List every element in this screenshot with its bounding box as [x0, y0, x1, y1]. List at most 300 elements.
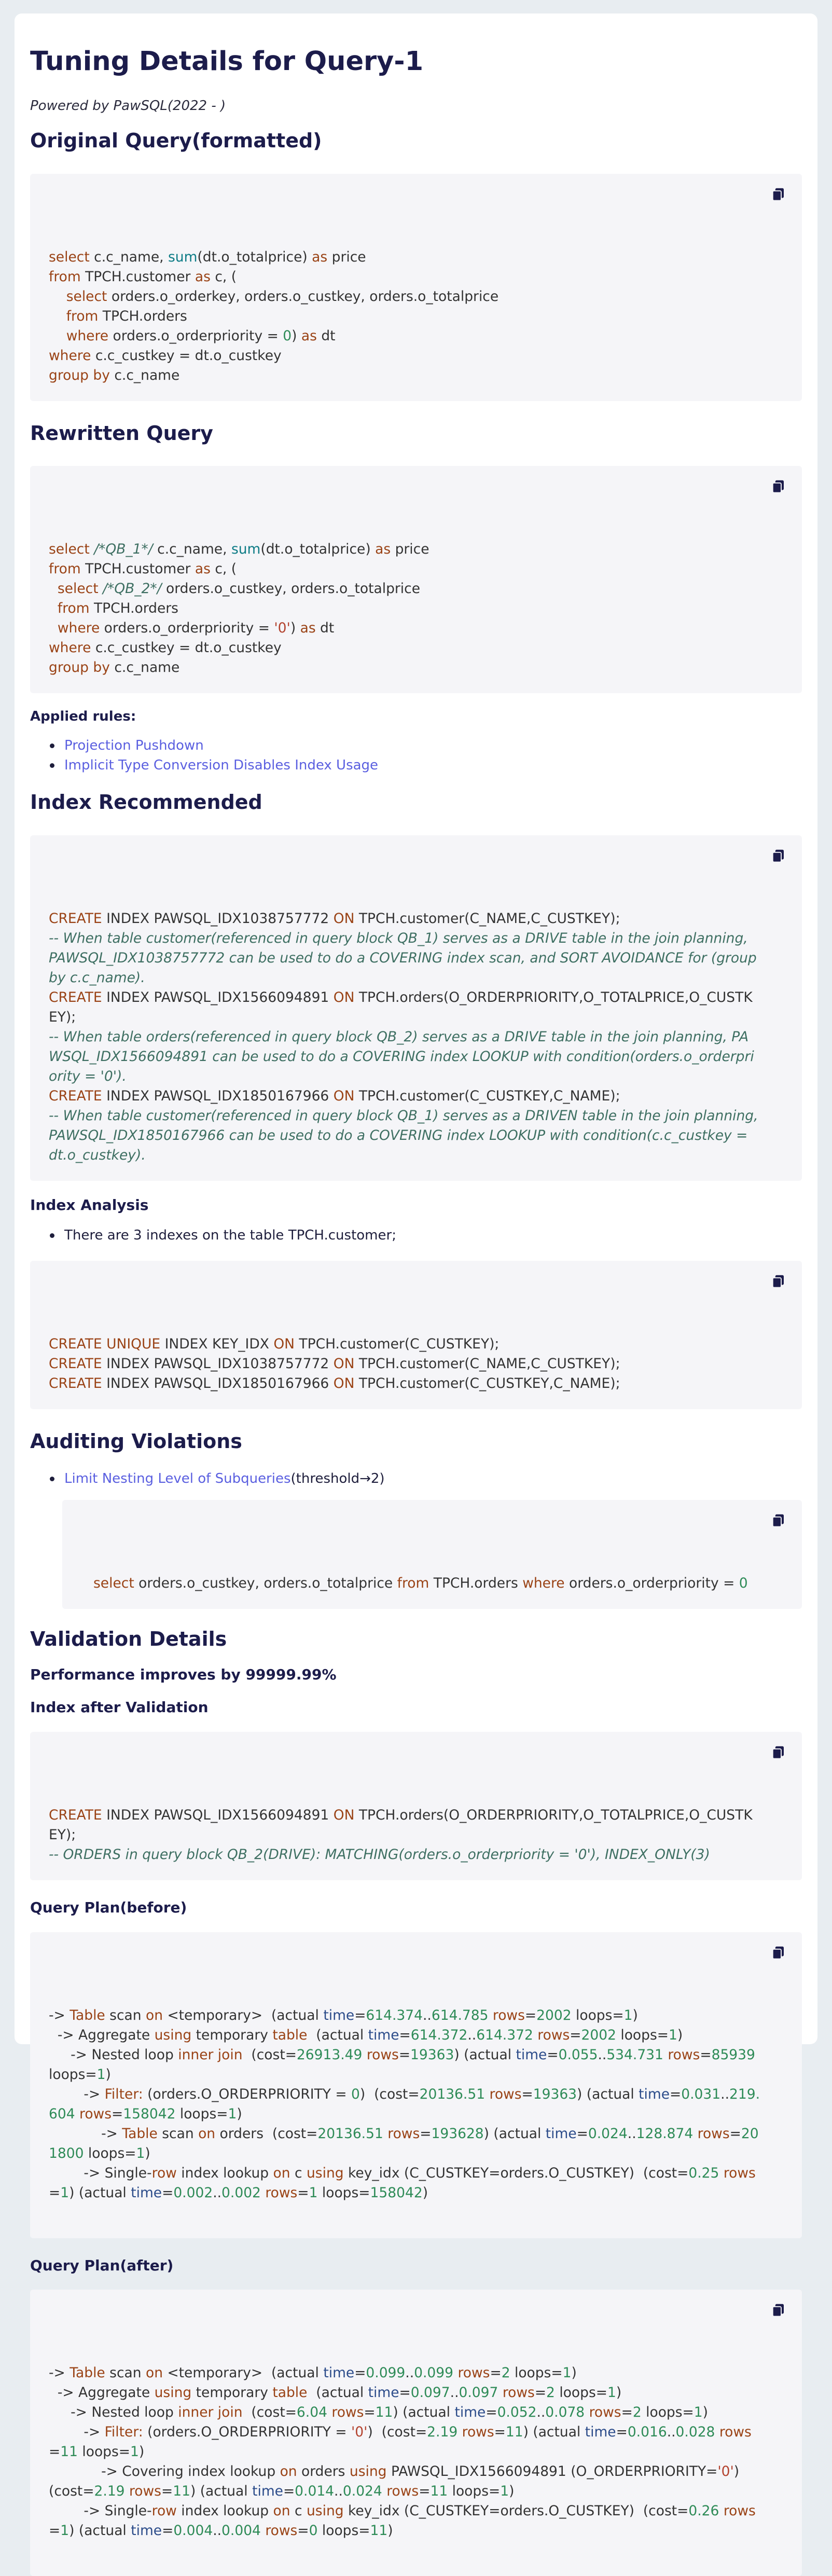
code-text: c.c_name,	[152, 541, 231, 558]
code-text: scan	[157, 2125, 199, 2142]
code-keyword: where	[57, 620, 100, 637]
code-text: =	[700, 2046, 712, 2063]
code-number: 0.024	[342, 2483, 382, 2500]
code-text	[49, 620, 58, 636]
code-number: 2.19	[427, 2424, 458, 2441]
code-text: =	[729, 2125, 741, 2142]
code-text: =	[534, 2385, 547, 2401]
code-text: TPCH.orders(O_ORDERPRIORITY,O_TOTALPRICE,O_CUSTKEY);	[49, 989, 753, 1025]
violation-link[interactable]: Limit Nesting Level of Subqueries	[64, 1471, 291, 1487]
code-line	[49, 579, 760, 599]
code-text: loops=	[317, 2184, 370, 2201]
code-text: price	[391, 541, 429, 558]
code-text: INDEX PAWSQL_IDX1850167966	[102, 1375, 334, 1392]
code-keyword: as	[312, 249, 328, 265]
code-text: =	[576, 2125, 588, 2142]
code-text: =	[297, 2184, 309, 2201]
applied-rules-list	[48, 736, 802, 775]
code-line	[49, 599, 760, 618]
code-keyword: as	[195, 268, 211, 285]
code-text	[383, 2126, 387, 2142]
code-text	[49, 308, 66, 324]
code-field: time	[131, 2184, 162, 2201]
code-string: '0'	[717, 2463, 734, 2480]
code-number: 193628	[431, 2125, 484, 2142]
code-text	[49, 600, 58, 616]
code-text: )	[290, 620, 300, 637]
code-block-index-after	[30, 1732, 802, 1880]
violation-threshold: (threshold→2)	[290, 1471, 385, 1487]
copy-icon[interactable]	[771, 478, 786, 494]
code-number: 1	[562, 2365, 572, 2381]
code-text	[327, 2404, 331, 2420]
code-text: =	[162, 2184, 174, 2201]
code-text: -> Aggregate	[49, 2385, 155, 2401]
rule-link[interactable]: Implicit Type Conversion Disables Index Usage	[64, 757, 379, 774]
code-text: =	[364, 2404, 376, 2421]
code-line	[49, 988, 760, 1027]
code-text: TPCH.customer(C_CUSTKEY);	[295, 1335, 500, 1352]
code-number: 0.097	[459, 2385, 498, 2401]
code-number: 158042	[370, 2184, 423, 2201]
code-keyword: select	[93, 1575, 134, 1592]
copy-icon[interactable]	[771, 2302, 786, 2318]
code-line	[49, 1334, 760, 1354]
code-text: ->	[49, 2424, 105, 2441]
copy-icon[interactable]	[771, 1945, 786, 1960]
code-text: TPCH.orders	[98, 308, 187, 324]
code-keyword: CREATE	[49, 1355, 102, 1372]
code-line	[49, 2203, 760, 2223]
performance-summary: Performance improves by 99999.99%	[30, 1665, 337, 1683]
code-text: loops=	[317, 2523, 370, 2539]
code-text: ..	[334, 2483, 343, 2500]
code-text: -> Single-	[49, 2165, 152, 2181]
code-text: (dt.o_totalprice)	[260, 541, 376, 558]
code-field: time	[585, 2424, 616, 2441]
code-number: 0.099	[414, 2365, 454, 2381]
code-text: (orders.O_ORDERPRIORITY =	[143, 2424, 352, 2441]
code-text: TPCH.orders(O_ORDERPRIORITY,O_TOTALPRICE,O_CUSTKEY);	[49, 1807, 753, 1843]
code-text: ) (actual	[577, 2086, 639, 2102]
code-keyword: ON	[333, 910, 355, 927]
code-line	[49, 1106, 760, 1165]
code-line	[49, 2363, 760, 2383]
code-keyword: rows	[366, 2046, 399, 2063]
code-text: )	[509, 2483, 515, 2500]
list-item: There are 3 indexes on the table TPCH.customer;	[48, 1225, 802, 1245]
code-keyword: rows	[457, 2365, 490, 2381]
code-line	[93, 1574, 760, 1593]
code-keyword: Table	[70, 2365, 105, 2381]
code-field: time	[252, 2483, 283, 2500]
code-block-plan-after	[30, 2290, 802, 2576]
code-text	[49, 328, 66, 344]
code-text: TPCH.customer(C_NAME,C_CUSTKEY);	[354, 910, 620, 927]
code-number: 0.055	[558, 2046, 598, 2063]
code-text: =	[399, 2385, 411, 2401]
code-text: c.c_custkey = dt.o_custkey	[91, 347, 282, 364]
code-number: 0.031	[681, 2086, 721, 2102]
code-keyword: ON	[333, 1087, 355, 1104]
code-keyword: rows	[723, 2165, 756, 2181]
code-number: 614.372	[476, 2027, 533, 2043]
code-text: =	[161, 2483, 173, 2500]
code-text: dt	[316, 327, 336, 344]
code-text: =	[49, 2523, 61, 2539]
code-text: =	[419, 2483, 431, 2500]
code-text: ) (actual	[454, 2046, 516, 2063]
code-number: 85939	[711, 2046, 755, 2063]
code-keyword: rows	[331, 2404, 364, 2421]
code-keyword: select	[66, 288, 107, 305]
code-text: index lookup	[176, 2503, 273, 2519]
section-index-recommended: Index Recommended	[30, 791, 262, 814]
code-text: ..	[405, 2365, 414, 2381]
code-text: =	[524, 2007, 537, 2023]
code-text	[498, 2385, 502, 2401]
code-text: )	[237, 2105, 242, 2122]
code-keyword: group by	[49, 659, 110, 676]
code-text: ..	[536, 2404, 546, 2421]
code-string: '0'	[274, 620, 290, 637]
list-item	[48, 1469, 802, 1489]
code-line	[49, 2541, 760, 2560]
code-text: orders.o_orderpriority =	[108, 327, 283, 344]
code-number: 1	[60, 2523, 70, 2539]
code-line	[49, 2462, 760, 2501]
code-text	[719, 2503, 723, 2519]
section-plan-before: Query Plan(before)	[30, 1898, 187, 1916]
code-keyword: ON	[333, 1375, 355, 1392]
code-keyword: where	[49, 640, 91, 656]
code-text: ) (actual	[190, 2483, 253, 2500]
code-number: 1	[130, 2444, 139, 2460]
code-text: key_idx (C_CUSTKEY=orders.O_CUSTKEY) (cost=	[343, 2165, 689, 2181]
code-text: INDEX PAWSQL_IDX1566094891	[102, 989, 334, 1005]
code-line	[49, 287, 760, 307]
code-text: )	[702, 2404, 708, 2421]
code-text: key_idx (C_CUSTKEY=orders.O_CUSTKEY) (cost=	[343, 2503, 689, 2519]
code-number: 2	[501, 2365, 510, 2381]
code-text: TPCH.customer	[80, 561, 195, 577]
code-text: )	[292, 327, 301, 344]
code-line	[49, 1806, 760, 1845]
code-text	[49, 288, 66, 305]
code-keyword: rows	[265, 2523, 298, 2539]
code-number: 2	[632, 2404, 642, 2421]
copy-icon[interactable]	[771, 1512, 786, 1528]
code-number: 11	[430, 2483, 448, 2500]
code-field: time	[323, 2365, 355, 2381]
code-keyword: as	[375, 541, 391, 558]
code-text: (cost=	[242, 2404, 297, 2421]
code-keyword: table	[272, 2027, 308, 2043]
code-text: (dt.o_totalprice)	[197, 249, 312, 265]
code-comment: -- When table customer(referenced in query block QB_1) serves as a DRIVEN table in the join planning, PAWSQL_IDX1850167966 can be used to do a COVERING index LOOKUP with condition(c.c_custkey = dt.o_custkey).	[49, 1107, 762, 1163]
code-text: loops=	[641, 2404, 694, 2421]
code-keyword: from	[49, 561, 81, 577]
copy-icon[interactable]	[771, 1273, 786, 1289]
code-number: 0.099	[366, 2365, 406, 2381]
copy-icon[interactable]	[771, 848, 786, 863]
code-keyword: from	[49, 268, 81, 285]
code-line	[49, 2026, 760, 2045]
code-text: TPCH.customer(C_CUSTKEY,C_NAME);	[354, 1087, 620, 1104]
code-field: time	[545, 2125, 577, 2142]
code-text: -> Aggregate	[49, 2027, 155, 2043]
code-line	[49, 2124, 760, 2164]
code-text: loops=	[84, 2145, 136, 2161]
code-number: 19363	[410, 2046, 454, 2063]
copy-icon[interactable]	[771, 1744, 786, 1760]
code-text: )	[387, 2523, 393, 2539]
code-text	[125, 2483, 129, 2499]
code-keyword: ON	[333, 989, 355, 1005]
code-comment: /*QB_2*/	[103, 581, 162, 597]
section-index-after-validation: Index after Validation	[30, 1699, 209, 1716]
code-keyword: CREATE	[49, 1375, 102, 1392]
code-text: )	[145, 2145, 150, 2161]
code-text: =	[49, 2184, 61, 2201]
code-keyword: CREATE	[49, 1087, 102, 1104]
code-keyword: on	[280, 2463, 297, 2480]
code-number: 0.078	[545, 2404, 585, 2421]
code-number: 219.604	[49, 2086, 760, 2122]
code-keyword: rows	[502, 2385, 535, 2401]
code-line	[49, 638, 760, 658]
code-number: 0.028	[675, 2424, 715, 2441]
code-function: sum	[168, 249, 198, 265]
copy-icon[interactable]	[771, 186, 786, 202]
code-number: 0.014	[295, 2483, 335, 2500]
code-block-plan-before	[30, 1932, 802, 2238]
code-string: '0'	[351, 2424, 368, 2441]
code-text: =	[521, 2086, 533, 2102]
code-keyword: from	[397, 1575, 429, 1592]
code-number: 0	[351, 2086, 360, 2102]
code-keyword: rows	[697, 2125, 730, 2142]
code-number: 0.016	[627, 2424, 667, 2441]
code-text: c.c_name	[109, 659, 180, 676]
page-title: Tuning Details for Query-1	[30, 46, 424, 77]
code-text: =	[621, 2404, 633, 2421]
code-keyword: ON	[333, 1807, 355, 1823]
code-number: 158042	[123, 2105, 176, 2122]
code-number: 0.002	[221, 2184, 261, 2201]
code-comment: -- ORDERS in query block QB_2(DRIVE): MATCHING(orders.o_orderpriority = '0'), INDEX_ONLY(3)	[49, 1846, 710, 1863]
code-line	[49, 307, 760, 326]
code-number: 614.785	[431, 2007, 489, 2023]
code-text: loops=	[49, 2046, 760, 2083]
code-number: 0	[283, 327, 292, 344]
report-card	[15, 13, 817, 2539]
code-keyword: on	[146, 2007, 163, 2023]
code-number: 2.19	[94, 2483, 125, 2500]
code-text: c.c_custkey = dt.o_custkey	[91, 640, 282, 656]
code-block-original	[30, 174, 802, 401]
section-index-analysis: Index Analysis	[30, 1196, 149, 1214]
code-text	[453, 2365, 457, 2381]
code-text: ->	[49, 2125, 122, 2142]
code-keyword: Table	[122, 2125, 158, 2142]
code-text: =	[420, 2125, 432, 2142]
code-text: =	[490, 2365, 502, 2381]
code-keyword: UNIQUE	[106, 1335, 161, 1352]
code-text: ) (cost=	[359, 2086, 420, 2102]
code-number: 19363	[533, 2086, 577, 2102]
code-number: 2002	[581, 2027, 616, 2043]
code-keyword: using	[306, 2165, 344, 2181]
code-line	[49, 346, 760, 366]
code-number: 6.04	[296, 2404, 327, 2421]
code-number: 201800	[49, 2125, 759, 2161]
code-text: )	[422, 2184, 428, 2201]
code-keyword: using	[154, 2027, 192, 2043]
code-keyword: rows	[489, 2086, 522, 2102]
code-text: c	[290, 2165, 307, 2181]
code-block-index-recommended	[30, 835, 802, 1181]
code-keyword: from	[57, 600, 90, 617]
code-keyword: rows	[387, 2125, 420, 2142]
code-keyword: using	[154, 2385, 192, 2401]
code-line	[49, 1845, 760, 1865]
section-rewritten-query: Rewritten Query	[30, 421, 213, 445]
code-block-rewritten	[30, 466, 802, 693]
code-text: =	[354, 2007, 366, 2023]
code-text: scan	[105, 2365, 146, 2381]
code-number: 11	[60, 2444, 78, 2460]
code-text: TPCH.customer	[80, 268, 195, 285]
code-number: 0.25	[688, 2165, 719, 2181]
code-keyword: rows	[265, 2184, 298, 2201]
violations-list	[48, 1469, 802, 1489]
code-comment: /*QB_1*/	[94, 541, 153, 558]
code-block-index-analysis	[30, 1261, 802, 1409]
code-text: ) (actual	[69, 2523, 131, 2539]
code-number: 0.26	[688, 2503, 719, 2519]
code-text: ..	[213, 2523, 222, 2539]
applied-rules-label: Applied rules:	[30, 709, 136, 725]
code-number: 1	[500, 2483, 509, 2500]
code-number: 1	[60, 2184, 70, 2201]
code-number: 20136.51	[317, 2125, 383, 2142]
code-text: index lookup	[176, 2165, 273, 2181]
code-number: 1	[136, 2145, 145, 2161]
code-text: orders	[297, 2463, 350, 2480]
code-keyword: using	[349, 2463, 387, 2480]
code-keyword: row	[151, 2503, 177, 2519]
code-number: 1	[694, 2404, 703, 2421]
code-number: 0.002	[173, 2184, 213, 2201]
code-keyword: CREATE	[49, 1807, 102, 1823]
code-text: -> Nested loop	[49, 2046, 178, 2063]
code-text: ->	[49, 2086, 105, 2102]
code-number: 20136.51	[419, 2086, 486, 2102]
code-field: time	[639, 2086, 670, 2102]
code-keyword: on	[198, 2125, 216, 2142]
list-item	[48, 736, 802, 755]
code-text: loops=	[510, 2365, 563, 2381]
code-text	[90, 541, 94, 557]
code-line	[49, 2383, 760, 2403]
code-keyword: rows	[668, 2046, 700, 2063]
code-field: time	[131, 2523, 162, 2539]
code-text	[457, 2424, 462, 2440]
code-text: =	[283, 2483, 295, 2500]
code-text: ) (actual	[393, 2404, 455, 2421]
code-line	[49, 366, 760, 385]
code-text	[485, 2086, 489, 2102]
code-text: =	[354, 2365, 366, 2381]
code-line	[49, 909, 760, 929]
code-keyword: on	[273, 2503, 290, 2519]
code-text	[49, 581, 58, 597]
code-text: dt	[315, 620, 335, 637]
index-analysis-list	[48, 1225, 802, 1245]
code-number: 0.052	[497, 2404, 537, 2421]
code-number: 26913.49	[296, 2046, 363, 2063]
code-line	[49, 2006, 760, 2026]
code-text: -> Covering index lookup	[49, 2463, 280, 2480]
code-text: loops=	[175, 2105, 228, 2122]
code-text: ) (actual	[69, 2184, 131, 2201]
code-text: ) (actual	[483, 2125, 546, 2142]
code-text: scan	[105, 2007, 146, 2023]
code-line	[49, 2164, 760, 2203]
code-text: -> Single-	[49, 2503, 152, 2519]
code-text: ->	[49, 2365, 70, 2381]
code-text: TPCH.customer(C_NAME,C_CUSTKEY);	[354, 1355, 620, 1372]
code-keyword: Filter:	[104, 2424, 143, 2441]
section-original-query: Original Query(formatted)	[30, 129, 322, 153]
code-field: time	[368, 2027, 399, 2043]
code-text	[382, 2483, 386, 2499]
code-text: (actual	[307, 2027, 368, 2043]
code-text: orders (cost=	[215, 2125, 318, 2142]
code-text: c	[290, 2503, 307, 2519]
code-text	[715, 2424, 719, 2440]
code-text: TPCH.orders	[429, 1575, 523, 1592]
code-number: 11	[370, 2523, 388, 2539]
code-keyword: where	[49, 347, 91, 364]
code-keyword: rows	[129, 2483, 161, 2500]
code-number: 128.874	[636, 2125, 694, 2142]
code-text: =	[547, 2046, 559, 2063]
code-text: (cost=	[242, 2046, 297, 2063]
code-number: 0	[739, 1575, 748, 1592]
code-line	[49, 2422, 760, 2462]
code-number: 0.024	[588, 2125, 628, 2142]
code-text	[585, 2404, 589, 2420]
code-keyword: on	[273, 2165, 290, 2181]
code-text: temporary	[191, 2385, 273, 2401]
code-text	[75, 2106, 79, 2122]
code-number: 1	[607, 2385, 616, 2401]
code-text: =	[486, 2404, 497, 2421]
code-text: loops=	[448, 2483, 501, 2500]
code-keyword: Filter:	[104, 2086, 143, 2102]
code-field: time	[323, 2007, 355, 2023]
code-text: INDEX PAWSQL_IDX1566094891	[102, 1807, 334, 1823]
code-keyword: CREATE	[49, 1335, 102, 1352]
code-number: 11	[375, 2404, 393, 2421]
code-text: TPCH.customer(C_CUSTKEY,C_NAME);	[354, 1375, 620, 1392]
code-line	[49, 2045, 760, 2085]
code-line	[49, 559, 760, 579]
code-text: loops=	[77, 2444, 130, 2460]
rule-link[interactable]: Projection Pushdown	[64, 738, 204, 754]
